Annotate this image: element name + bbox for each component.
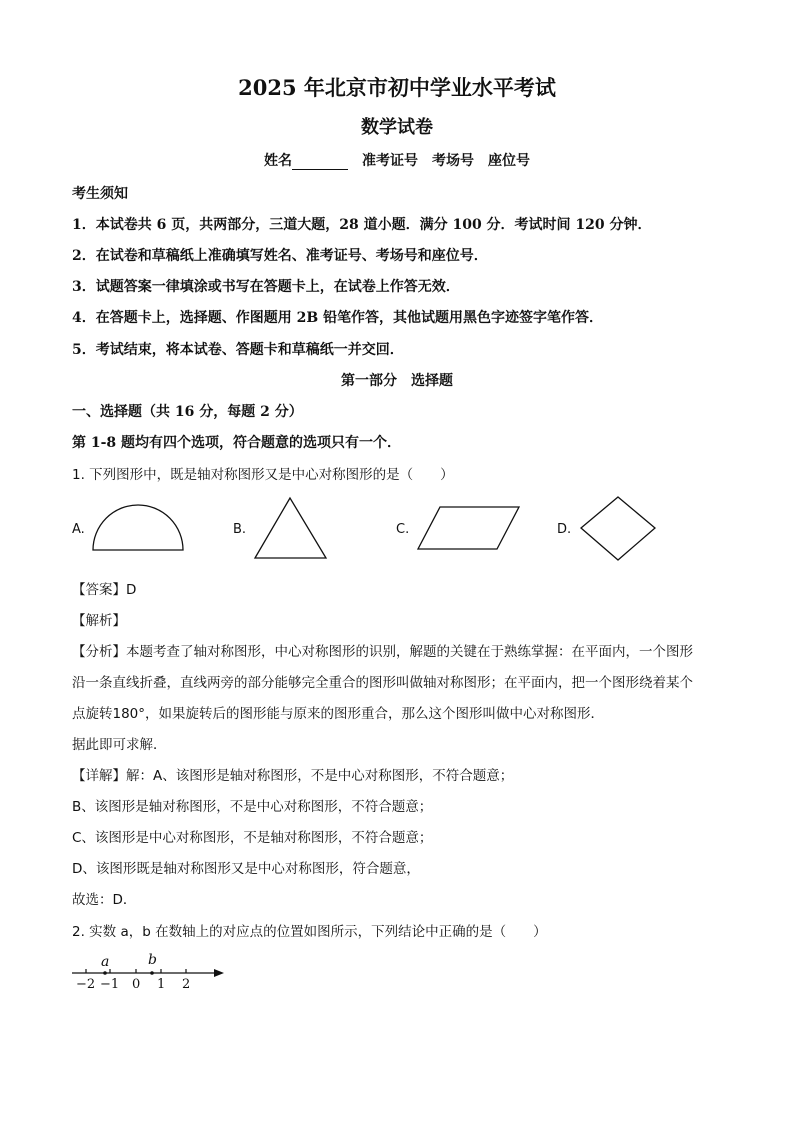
analysis-line: 据此即可求解． xyxy=(72,737,167,753)
notice-item: 4．在答题卡上，选择题、作图题用 2B 铅笔作答，其他试题用黑色字迹签字笔作答． xyxy=(72,310,604,326)
analysis-line: C、该图形是中心对称图形，不是轴对称图形，不符合题意； xyxy=(72,830,433,846)
option-d-label: D. xyxy=(557,522,572,537)
tick-label: 0 xyxy=(132,977,141,992)
point-a-marker xyxy=(103,971,107,975)
parallelogram-shape xyxy=(418,507,519,549)
exam-id-label: 准考证号 xyxy=(362,153,418,169)
rhombus-shape xyxy=(581,497,655,560)
analysis-line: D、该图形既是轴对称图形又是中心对称图形，符合题意， xyxy=(72,861,420,877)
semicircle-shape xyxy=(93,505,183,550)
exam-title: 2025 年北京市初中学业水平考试 xyxy=(238,75,556,100)
notice-item: 1．本试卷共 6 页，共两部分，三道大题，28 道小题．满分 100 分．考试时间 120 分钟． xyxy=(72,217,652,233)
analysis-line: 点旋转180°，如果旋转后的图形能与原来的图形重合，那么这个图形叫做中心对称图形． xyxy=(72,706,605,722)
analysis-line: B、该图形是轴对称图形，不是中心对称图形，不符合题意； xyxy=(72,799,433,815)
number-line xyxy=(72,969,224,977)
name-label: 姓名 xyxy=(264,153,292,169)
section-heading: 一、选择题（共 16 分，每题 2 分） xyxy=(72,404,303,420)
triangle-shape xyxy=(255,498,326,558)
point-a-label: a xyxy=(101,954,110,970)
paper-subtitle: 数学试卷 xyxy=(361,117,433,138)
analysis-line: 【分析】本题考查了轴对称图形，中心对称图形的识别，解题的关键在于熟练掌握：在平面内，一个图形 xyxy=(72,644,693,660)
part-heading: 第一部分 选择题 xyxy=(341,373,453,389)
analysis-line: 【详解】解：A、该图形是轴对称图形，不是中心对称图形，不符合题意； xyxy=(72,768,514,784)
analysis-line: 沿一条直线折叠，直线两旁的部分能够完全重合的图形叫做轴对称图形；在平面内，把一个图形绕着某个 xyxy=(72,675,693,691)
question-2-stem: 2. 实数 a，b 在数轴上的对应点的位置如图所示，下列结论中正确的是（ ） xyxy=(72,924,547,940)
section-instruction: 第 1-8 题均有四个选项，符合题意的选项只有一个． xyxy=(72,435,402,451)
tick-label: 1 xyxy=(157,977,166,992)
notice-item: 3．试题答案一律填涂或书写在答题卡上，在试卷上作答无效． xyxy=(72,279,460,295)
option-a-label: A. xyxy=(72,522,85,537)
analysis-label: 【解析】 xyxy=(72,613,126,629)
seat-label: 座位号 xyxy=(488,153,530,169)
tick-label: −2 xyxy=(76,977,96,992)
tick-label: 2 xyxy=(182,977,191,992)
point-b-marker xyxy=(150,971,154,975)
option-c-label: C. xyxy=(396,522,410,537)
number-line-arrow-icon xyxy=(214,969,224,977)
room-label: 考场号 xyxy=(432,153,474,169)
answer-line: 【答案】D xyxy=(72,582,137,598)
tick-label: −1 xyxy=(100,977,120,992)
notice-item: 2．在试卷和草稿纸上准确填写姓名、准考证号、考场号和座位号． xyxy=(72,248,488,264)
option-b-label: B. xyxy=(233,522,247,537)
notice-item: 5．考试结束，将本试卷、答题卡和草稿纸一并交回． xyxy=(72,342,404,358)
point-b-label: b xyxy=(148,952,157,968)
notice-heading: 考生须知 xyxy=(72,186,128,202)
question-1-stem: 1. 下列图形中，既是轴对称图形又是中心对称图形的是（ ） xyxy=(72,467,454,483)
analysis-line: 故选：D． xyxy=(72,892,137,908)
